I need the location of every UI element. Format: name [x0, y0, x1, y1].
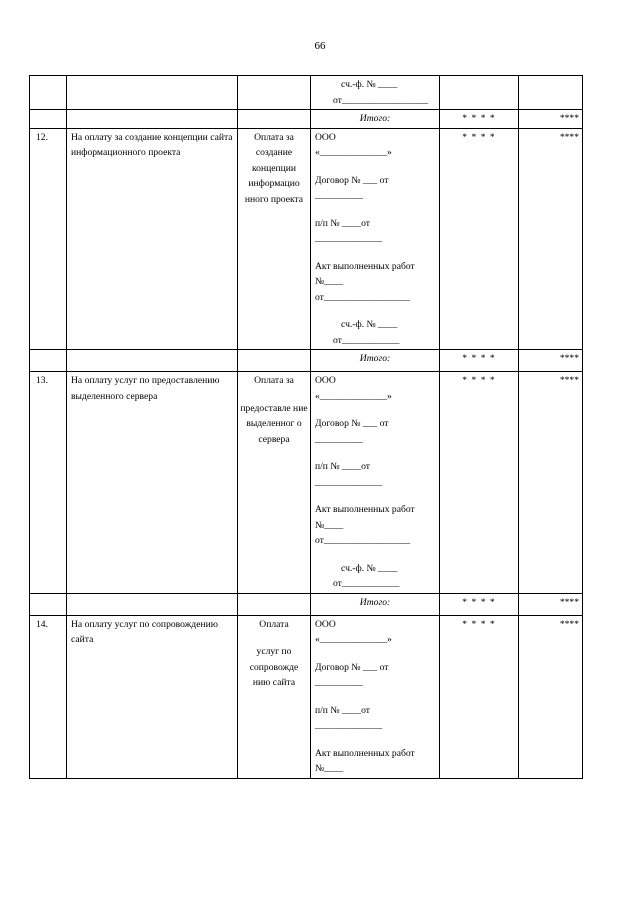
- row-number: 14.: [30, 615, 67, 778]
- cell-total: [519, 76, 583, 110]
- row-number: 13.: [30, 372, 67, 594]
- act-date-line: от__________________: [315, 291, 411, 303]
- page-number: 66: [314, 40, 326, 52]
- total-row: [30, 110, 583, 129]
- invoice-line: сч.-ф. № ____: [341, 562, 398, 574]
- row-total: ****: [519, 372, 583, 594]
- cell-purpose: [67, 76, 238, 110]
- act-number-line: №____: [315, 519, 344, 531]
- row-purpose: На оплату за создание концепции сайта информационного проекта: [67, 128, 238, 350]
- payment-order-line: п/п № ____от ______________: [315, 704, 383, 731]
- basis-line: предоставле ние выделенног о сервера: [240, 402, 308, 445]
- table-row: [30, 128, 583, 350]
- act-line: Акт выполненных работ: [315, 504, 415, 515]
- stars-total: ****: [519, 593, 583, 615]
- contract-line: Договор № ___ от __________: [315, 661, 389, 688]
- table-row: [30, 372, 583, 594]
- org-name-line: «______________»: [315, 147, 392, 158]
- act-number-line: №____: [315, 763, 344, 774]
- contract-line: Договор № ___ от __________: [315, 418, 389, 445]
- invoice-date-line: от____________: [333, 334, 400, 346]
- cell-num: [30, 76, 67, 110]
- basis-line: услуг по сопровожде нию сайта: [249, 646, 299, 688]
- total-label: Итого:: [311, 350, 440, 372]
- org-name-line: «______________»: [315, 634, 392, 645]
- invoice-line: сч.-ф. № ____: [341, 79, 398, 90]
- row-total: ****: [519, 615, 583, 778]
- stars-total: ****: [519, 350, 583, 372]
- total-label: Итого:: [311, 110, 440, 129]
- stars-total: ****: [519, 110, 583, 129]
- row-basis: Оплата за создание концепции информацио нного проекта: [238, 128, 311, 350]
- org-line: ООО: [315, 618, 336, 630]
- payment-order-line: п/п № ____от ______________: [315, 217, 383, 244]
- org-line: ООО: [315, 131, 336, 143]
- contract-line: Договор № ___ от __________: [315, 174, 389, 201]
- payments-table: [29, 75, 583, 779]
- row-sum: * * * *: [440, 128, 519, 350]
- row-basis: [238, 615, 311, 778]
- org-line: ООО: [315, 375, 336, 386]
- cell-basis: [238, 76, 311, 110]
- stars-value: * * * *: [440, 593, 519, 615]
- row-basis: [238, 372, 311, 594]
- row-sum: * * * *: [440, 372, 519, 594]
- row-docs: [311, 372, 440, 594]
- invoice-date-line: от__________________: [333, 94, 429, 106]
- row-total: ****: [519, 128, 583, 350]
- basis-line: Оплата за: [254, 375, 294, 386]
- table-row: [30, 615, 583, 778]
- invoice-date-line: от____________: [333, 578, 400, 589]
- total-row: [30, 350, 583, 372]
- row-sum: * * * *: [440, 615, 519, 778]
- cell-docs: [311, 76, 440, 110]
- act-line: Акт выполненных работ: [315, 747, 415, 759]
- row-docs: [311, 615, 440, 778]
- row-docs: [311, 128, 440, 350]
- act-date-line: от__________________: [315, 535, 411, 546]
- act-line: Акт выполненных работ: [315, 260, 415, 272]
- stars-value: * * * *: [440, 350, 519, 372]
- basis-line: Оплата: [259, 618, 289, 630]
- row-purpose: На оплату услуг по предоставлению выделенного сервера: [67, 372, 238, 594]
- stars-value: * * * *: [440, 110, 519, 129]
- total-label: Итого:: [311, 593, 440, 615]
- act-number-line: №____: [315, 276, 344, 287]
- org-name-line: «______________»: [315, 390, 392, 402]
- total-row: [30, 593, 583, 615]
- row-purpose: На оплату услуг по сопровождению сайта: [67, 615, 238, 778]
- row-number: 12.: [30, 128, 67, 350]
- payment-order-line: п/п № ____от ______________: [315, 461, 383, 488]
- table-row: [30, 76, 583, 110]
- cell-sum: [440, 76, 519, 110]
- invoice-line: сч.-ф. № ____: [341, 319, 398, 330]
